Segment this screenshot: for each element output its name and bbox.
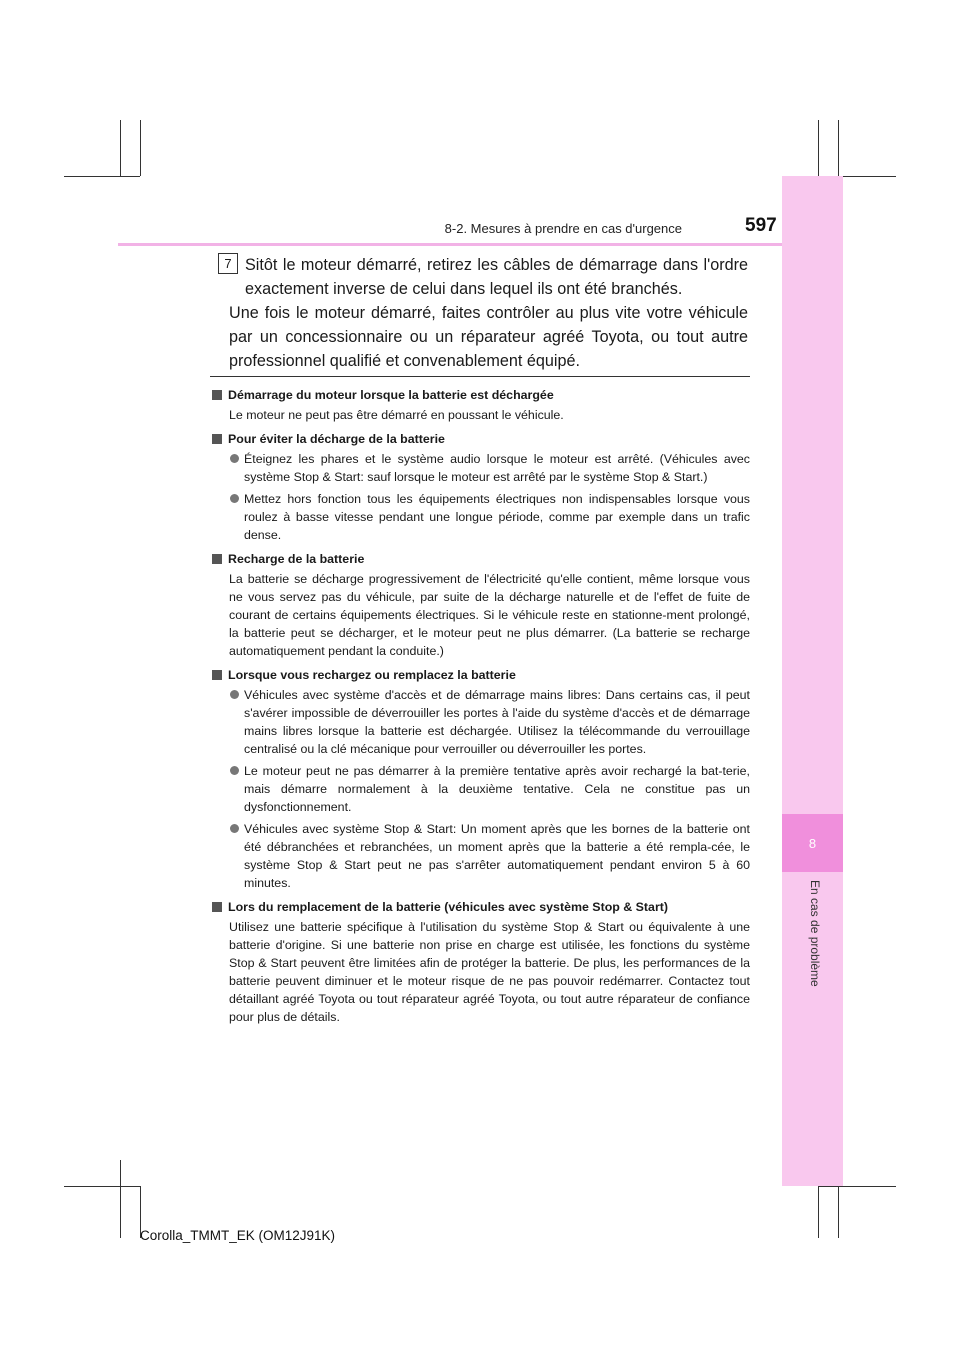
note-body: Le moteur ne peut pas être démarré en poussant le véhicule. bbox=[229, 408, 564, 422]
step-follow-up: Une fois le moteur démarré, faites contrôler au plus vite votre véhicule par un concessionnaire ou un réparateur agréé Toyota, ou tout autre professionnel qualifié et convenablement équipé. bbox=[229, 304, 748, 370]
square-bullet-icon bbox=[212, 434, 222, 444]
list-item-text: Le moteur peut ne pas démarrer à la première tentative après avoir rechargé la bat-terie, mais démarre normalement à la deuxième tentative. Cela ne constitue pas un dysfonctionnement. bbox=[244, 764, 750, 814]
list-item-text: Véhicules avec système d'accès et de démarrage mains libres: Dans certains cas, il peut s'avérer impossible de déverrouiller les portes à l'aide du système d'accès et de démarrage mains libres lorsque la batterie est déchargée. Utilisez la télécommande du verrouillage centralisé ou la clé mécanique pour verrouiller ou déverrouiller les portes. bbox=[244, 688, 750, 756]
square-bullet-icon bbox=[212, 554, 222, 564]
header-rule bbox=[118, 243, 782, 246]
list-item-text: Véhicules avec système Stop & Start: Un moment après que les bornes de la batterie ont été débranchées et rebranchées, un moment après que la batterie a été rempla-cée, le système Stop & Start peut ne pas s'arrêter automatiquement pendant environ 5 à 60 minutes. bbox=[244, 822, 750, 890]
circle-bullet-icon bbox=[230, 494, 239, 503]
chapter-title: En cas de problème bbox=[808, 880, 822, 987]
note-title: Lorsque vous rechargez ou remplacez la batterie bbox=[228, 668, 516, 682]
list-item-text: Éteignez les phares et le système audio lorsque le moteur est arrêté. (Véhicules avec système Stop & Start: sauf lorsque le moteur est arrêté par le système Stop & Start.) bbox=[244, 452, 750, 484]
crop-mark bbox=[120, 1160, 121, 1238]
note-recharging bbox=[210, 550, 750, 660]
step-text: Sitôt le moteur démarré, retirez les câbles de démarrage dans l'ordre exactement inverse de celui dans lequel ils ont été branchés. bbox=[245, 256, 748, 298]
section-divider bbox=[210, 376, 750, 377]
footer-document-id: Corolla_TMMT_EK (OM12J91K) bbox=[140, 1228, 336, 1243]
note-body: La batterie se décharge progressivement de l'électricité qu'elle contient, même lorsque vous ne vous servez pas du véhicule, par suite de la décharge naturelle et de l'effet de fuite de courant de certains équipements électriques. Si le véhicule reste en stationne-ment prolongé, la batterie peut se décharger, et le moteur peut ne plus démarrer. (La batterie se recharge automatiquement pendant la conduite.) bbox=[229, 572, 750, 658]
notes-section bbox=[210, 386, 750, 1032]
crop-mark bbox=[64, 1186, 140, 1187]
note-replacement-stop-start bbox=[210, 898, 750, 1026]
circle-bullet-icon bbox=[230, 766, 239, 775]
note-body: Utilisez une batterie spécifique à l'utilisation du système Stop & Start ou équivalente à une batterie d'origine. Si une batterie non prise en charge est utilisée, les fonctions du système Stop & Start peuvent être limitées afin de protéger la batterie. De plus, les performances de la batterie peuvent diminuer et le moteur risque de ne pas pouvoir redémarrer. Contactez tout détaillant agréé Toyota ou tout réparateur agréé Toyota, ou tout autre réparateur de confiance pour plus de détails. bbox=[229, 920, 750, 1024]
note-title: Pour éviter la décharge de la batterie bbox=[228, 432, 445, 446]
list-item bbox=[229, 762, 750, 816]
note-starting-engine bbox=[210, 386, 750, 424]
note-title: Lors du remplacement de la batterie (véhicules avec système Stop & Start) bbox=[228, 900, 669, 914]
note-recharge-or-replace bbox=[210, 666, 750, 892]
square-bullet-icon bbox=[212, 902, 222, 912]
crop-mark bbox=[120, 120, 121, 176]
list-item bbox=[229, 820, 750, 892]
crop-mark bbox=[818, 120, 819, 176]
note-title: Démarrage du moteur lorsque la batterie est déchargée bbox=[228, 388, 554, 402]
square-bullet-icon bbox=[212, 670, 222, 680]
crop-mark bbox=[838, 120, 839, 176]
list-item-text: Mettez hors fonction tous les équipements électriques non indispensables lorsque vous roulez à basse vitesse pendant une longue période, comme par exemple dans un trafic dense. bbox=[244, 492, 750, 542]
list-item bbox=[229, 450, 750, 486]
circle-bullet-icon bbox=[230, 454, 239, 463]
step-number-box: 7 bbox=[218, 253, 238, 274]
crop-mark bbox=[818, 1186, 896, 1187]
crop-mark bbox=[64, 176, 140, 177]
crop-mark bbox=[140, 120, 141, 176]
list-item bbox=[229, 686, 750, 758]
chapter-number: 8 bbox=[782, 814, 843, 872]
note-avoid-discharge bbox=[210, 430, 750, 544]
section-title: 8-2. Mesures à prendre en cas d'urgence bbox=[444, 221, 682, 236]
note-title: Recharge de la batterie bbox=[228, 552, 365, 566]
circle-bullet-icon bbox=[230, 824, 239, 833]
square-bullet-icon bbox=[212, 390, 222, 400]
page-number: 597 bbox=[745, 215, 777, 236]
list-item bbox=[229, 490, 750, 544]
crop-mark bbox=[818, 1186, 819, 1238]
circle-bullet-icon bbox=[230, 690, 239, 699]
